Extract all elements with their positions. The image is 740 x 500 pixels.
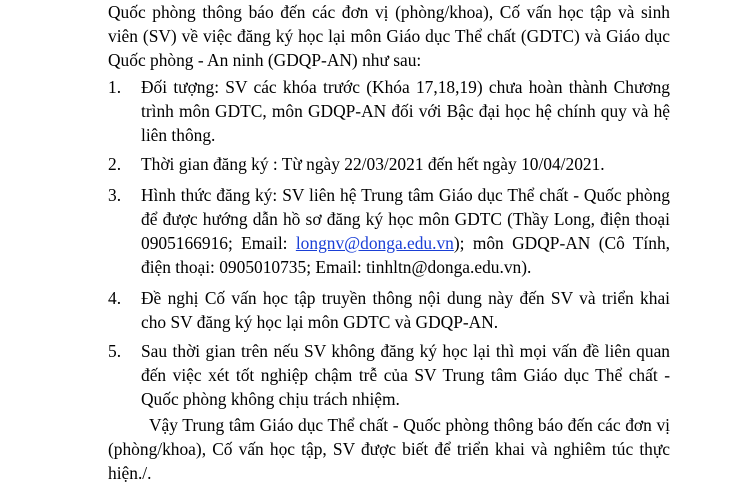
item-4-line-1: Đề nghị Cố vấn học tập truyền thông nội dung này đến SV và triển khai bbox=[141, 288, 670, 308]
item-1-line-2: trình môn GDTC, môn GDQP-AN đối với Bậc đại học hệ chính quy và hệ bbox=[141, 101, 670, 121]
list-number-2: 2. bbox=[108, 154, 122, 174]
item-3-line-1: Hình thức đăng ký: SV liên hệ Trung tâm Giáo dục Thể chất - Quốc phòng bbox=[141, 185, 670, 205]
item-3-line-3 bbox=[141, 231, 670, 255]
closing-line-2: (phòng/khoa), Cố vấn học tập, SV được biết để triển khai và nghiêm túc thực bbox=[108, 439, 670, 459]
email-link-longnv[interactable]: longnv@donga.edu.vn bbox=[295, 233, 454, 253]
item-2-line-1: Thời gian đăng ký : Từ ngày 22/03/2021 đến hết ngày 10/04/2021. bbox=[141, 154, 605, 174]
list-number-5: 5. bbox=[108, 341, 122, 361]
intro-line-1: Quốc phòng thông báo đến các đơn vị (phòng/khoa), Cố vấn học tập và sinh bbox=[108, 2, 670, 22]
list-number-3: 3. bbox=[108, 185, 122, 205]
list-number-1: 1. bbox=[108, 77, 122, 97]
item-3-line-3-tail: ); môn GDQP-AN (Cô Tính, bbox=[453, 233, 670, 253]
item-3-email-label: 0905166916; Email: bbox=[141, 233, 296, 253]
item-1-line-1: Đối tượng: SV các khóa trước (Khóa 17,18,19) chưa hoàn thành Chương bbox=[141, 77, 670, 97]
item-1-line-3: liên thông. bbox=[141, 125, 216, 145]
closing-line-1: Vậy Trung tâm Giáo dục Thể chất - Quốc phòng thông báo đến các đơn vị bbox=[149, 415, 670, 435]
item-5-line-2: đến việc xét tốt nghiệp chậm trễ của SV Trung tâm Giáo dục Thể chất - bbox=[141, 365, 670, 385]
item-5-line-1: Sau thời gian trên nếu SV không đăng ký học lại thì mọi vấn đề liên quan bbox=[141, 341, 670, 361]
item-3-line-4: điện thoại: 0905010735; Email: tinhltn@donga.edu.vn). bbox=[141, 257, 532, 277]
item-5-line-3: Quốc phòng không chịu trách nhiệm. bbox=[141, 389, 400, 409]
list-number-4: 4. bbox=[108, 288, 122, 308]
closing-line-3: hiện./. bbox=[108, 463, 152, 483]
intro-line-3: Quốc phòng - An ninh (GDQP-AN) như sau: bbox=[108, 50, 422, 70]
intro-line-2: viên (SV) về việc đăng ký học lại môn Giáo dục Thể chất (GDTC) và Giáo dục bbox=[108, 26, 670, 46]
item-4-line-2: cho SV đăng ký học lại môn GDTC và GDQP-AN. bbox=[141, 312, 499, 332]
item-3-line-2: để được hướng dẫn hồ sơ đăng ký học môn GDTC (Thầy Long, điện thoại bbox=[141, 209, 670, 229]
